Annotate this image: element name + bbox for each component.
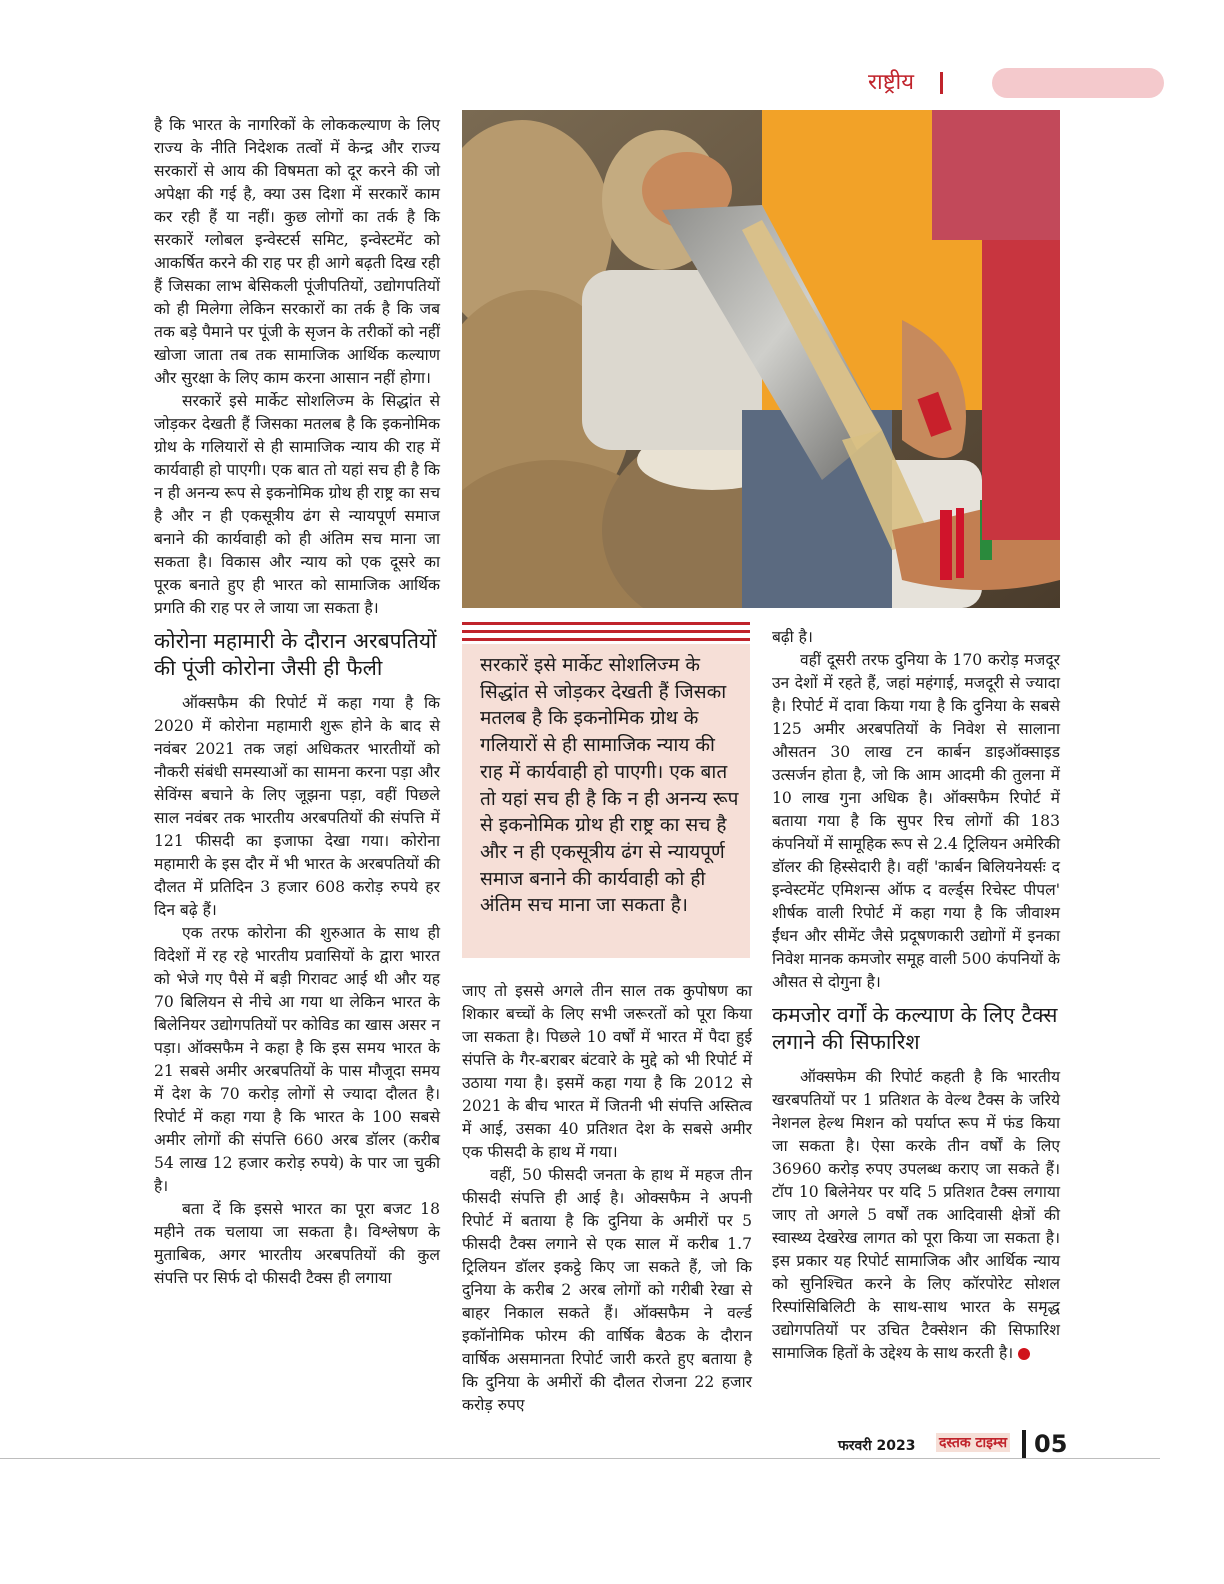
header-decoration-pill — [992, 68, 1164, 98]
quote-rule — [462, 630, 750, 633]
section-label: राष्ट्रीय — [868, 70, 915, 95]
page-number: 05 — [1034, 1430, 1068, 1458]
subheading-corona-billionaires: कोरोना महामारी के दौरान अरबपतियों की पूंजी कोरोना जैसी ही फैली — [154, 629, 437, 680]
paragraph: ऑक्सफैम की रिपोर्ट में कहा गया है कि 2020 में कोरोना महामारी शुरू होने के बाद से नवंबर 2021 तक जहां अधिकतर भारतीयों को नौकरी संबंधी समस्याओं का सामना करना पड़ा और सेविंग्स बचाने के लिए जूझना पड़ा, वहीं पिछले साल नवंबर तक भारतीय अरबपतियों की संपत्ति में 121 फीसदी का इजाफा देखा गया। कोरोना महामारी के इस दौर में भी भारत के अरबपतियों की दौलत में प्रतिदिन 3 हजार 608 करोड़ रुपये हर दिन बढ़े हैं। — [154, 694, 440, 919]
footer-rule — [0, 1458, 1160, 1459]
paragraph: बता दें कि इससे भारत का पूरा बजट 18 महीने तक चलाया जा सकता है। विश्लेषण के मुताबिक, अगर भारतीय अरबपतियों की कुल संपत्ति पर सिर्फ दो फीसदी टैक्स ही लगाया — [154, 1200, 440, 1287]
paragraph: बढ़ी है। — [772, 628, 813, 646]
section-divider — [940, 72, 943, 94]
paragraph: सरकारें इसे मार्केट सोशलिज्म के सिद्धांत से जोड़कर देखती हैं जिसका मतलब है कि इकनोमिक ग्रोथ के गलियारों से ही सामाजिक न्याय की राह में कार्यवाही हो पाएगी। एक बात तो यहां सच ही है कि न ही अनन्य रूप से इकनोमिक ग्रोथ ही राष्ट्र का सच है और न ही एकसूत्रीय ढंग से न्यायपूर्ण समाज बनाने की कार्यवाही को ही अंतिम सच माना जा सकता है। विकास और न्याय को एक दूसरे का पूरक बनाते हुए ही भारत को सामाजिक आर्थिक प्रगति की राह पर ले जाया जा सकता है। — [154, 392, 441, 617]
paragraph: वहीं, 50 फीसदी जनता के हाथ में महज तीन फीसदी संपत्ति ही आई है। ओक्सफैम ने अपनी रिपोर्ट में बताया है कि दुनिया के अमीरों पर 5 फीसदी टैक्स लगाने से एक साल में करीब 1.7 ट्रिलियन डॉलर इकट्ठे किए जा सकते हैं, जो कि दुनिया के करीब 2 अरब लोगों को गरीबी रेखा से बाहर निकाल सकते हैं। ऑक्सफैम ने वर्ल्ड इकॉनोमिक फोरम की वार्षिक बैठक के दौरान वार्षिक असमानता रिपोर्ट जारी करते हुए बताया है कि दुनिया के अमीरों की दौलत रोजना 22 हजार करोड़ रुपए — [462, 1166, 752, 1414]
subheading-tax-recommendation: कमजोर वर्गों के कल्याण के लिए टैक्स लगाने की सिफारिश — [772, 1003, 1058, 1054]
photo-illustration — [462, 110, 1060, 608]
quote-rule — [462, 638, 750, 641]
paragraph: जाए तो इससे अगले तीन साल तक कुपोषण का शिकार बच्चों के लिए सभी जरूरतों को पूरा किया जा सकता है। पिछले 10 वर्षों में भारत में पैदा हुई संपत्ति के गैर-बराबर बंटवारे के मुद्दे को भी रिपोर्ट में उठाया गया है। इसमें कहा गया है कि 2012 से 2021 के बीच भारत में जितनी भी संपत्ति अस्तित्व में आई, उसका 40 प्रतिशत देश के सबसे अमीर एक फीसदी के हाथ में गया। — [462, 982, 752, 1161]
quote-rule — [462, 622, 750, 625]
grain-distribution-photo — [462, 110, 1060, 608]
paragraph: वहीं दूसरी तरफ दुनिया के 170 करोड़ मजदूर उन देशों में रहते हैं, जहां महंगाई, मजदूरी से ज्यादा है। रिपोर्ट में दावा किया गया है कि दुनिया के सबसे 125 अमीर अरबपतियों के निवेश से सालाना औसतन 30 लाख टन कार्बन डाइऑक्साइड उत्सर्जन होता है, जो कि आम आदमी की तुलना में 10 लाख गुना अधिक है। ऑक्सफैम रिपोर्ट में बताया गया है कि सुपर रिच लोगों की 183 कंपनियों में सामूहिक रूप से 2.4 ट्रिलियन अमेरिकी डॉलर की हिस्सेदारी है। वहीं 'कार्बन बिलियनेयर्सः द इन्वेस्टमेंट एमिशन्स ऑफ द वर्ल्ड्स रिचेस्ट पीपल' शीर्षक वाली रिपोर्ट में कहा गया है कि जीवाश्म ईंधन और सीमेंट जैसे प्रदूषणकारी उद्योगों में इनका निवेश मानक कमजोर समूह वाली 500 कंपनियों के औसत से दोगुना है। — [772, 651, 1060, 991]
paragraph: है कि भारत के नागरिकों के लोककल्याण के लिए राज्य के नीति निदेशक तत्वों में केन्द्र और राज्य सरकारों से आय की विषमता को दूर करने की जो अपेक्षा की गई है, क्या उस दिशा में सरकारें काम कर रही हैं या नहीं। कुछ लोगों का तर्क है कि सरकारें ग्लोबल इन्वेस्टर्स समिट, इन्वेस्टमेंट को आकर्षित करने की राह पर ही आगे बढ़ती दिख रही हैं जिसका लाभ बेसिकली पूंजीपतियों, उद्योगपतियों को ही मिलेगा लेकिन सरकारों का तर्क है कि जब तक बड़े पैमाने पर पूंजी के सृजन के तरीकों को नहीं खोजा जाता तब तक सामाजिक आर्थिक कल्याण और सुरक्षा के लिए काम करना आसान नहीं होगा। — [154, 116, 440, 387]
magazine-logo: दस्तक टाइम्स — [936, 1433, 1010, 1452]
pull-quote — [462, 644, 750, 958]
article-column-2 — [462, 980, 752, 1417]
paragraph — [772, 1066, 1060, 1365]
pull-quote-text: सरकारें इसे मार्केट सोशलिज्म के सिद्धांत से जोड़कर देखती हैं जिसका मतलब है कि इकनोमिक ग्रोथ के गलियारों से ही सामाजिक न्याय की राह में कार्यवाही हो पाएगी। एक बात तो यहां सच ही है कि न ही अनन्य रूप से इकनोमिक ग्रोथ ही राष्ट्र का सच है और न ही एकसूत्रीय ढंग से न्यायपूर्ण समाज बनाने की कार्यवाही को ही अंतिम सच माना जा सकता है। — [480, 654, 739, 917]
paragraph: एक तरफ कोरोना की शुरुआत के साथ ही विदेशों में रह रहे भारतीय प्रवासियों के द्वारा भारत को भेजे गए पैसे में बड़ी गिरावट आई थी और यह 70 बिलियन से नीचे आ गया था लेकिन भारत के बिलेनियर उद्योगपतियों पर कोविड का खास असर न पड़ा। ऑक्सफैम ने कहा है कि इस समय भारत के 21 सबसे अमीर अरबपतियों के पास मौजूदा समय में देश के 70 करोड़ लोगों से ज्यादा दौलत है। रिपोर्ट में कहा गया है कि भारत के 100 सबसे अमीर लोगों की संपत्ति 660 अरब डॉलर (करीब 54 लाख 12 हजार करोड़ रुपये) के पार जा चुकी है। — [154, 924, 440, 1195]
end-mark-icon — [1018, 1348, 1030, 1360]
footer-date: फरवरी 2023 — [838, 1438, 916, 1454]
paragraph-text: ऑक्सफेम की रिपोर्ट कहती है कि भारतीय खरबपतियों पर 1 प्रतिशत के वेल्थ टैक्स के जरिये नेशनल हेल्थ मिशन को पर्याप्त रूप में फंड किया जा सकता है। ऐसा करके तीन वर्षों के लिए 36960 करोड़ रुपए उपलब्ध कराए जा सकते हैं। टॉप 10 बिलेनेयर पर यदि 5 प्रतिशत टैक्स लगाया जाए तो अगले 5 वर्षों तक आदिवासी क्षेत्रों की स्वास्थ्य देखरेख लागत को पूरा किया जा सकता है। इस प्रकार यह रिपोर्ट सामाजिक और आर्थिक न्याय को सुनिश्चित करने के लिए कॉरपोरेट सोशल रिस्पांसिबिलिटी के साथ-साथ भारत के समृद्ध उद्योगपतियों पर उचित टैक्सेशन की सिफारिश सामाजिक हितों के उद्देश्य के साथ करती है। — [772, 1068, 1060, 1362]
footer-separator — [1022, 1430, 1026, 1458]
article-column-3 — [772, 626, 1060, 1365]
article-column-1 — [154, 114, 440, 1290]
